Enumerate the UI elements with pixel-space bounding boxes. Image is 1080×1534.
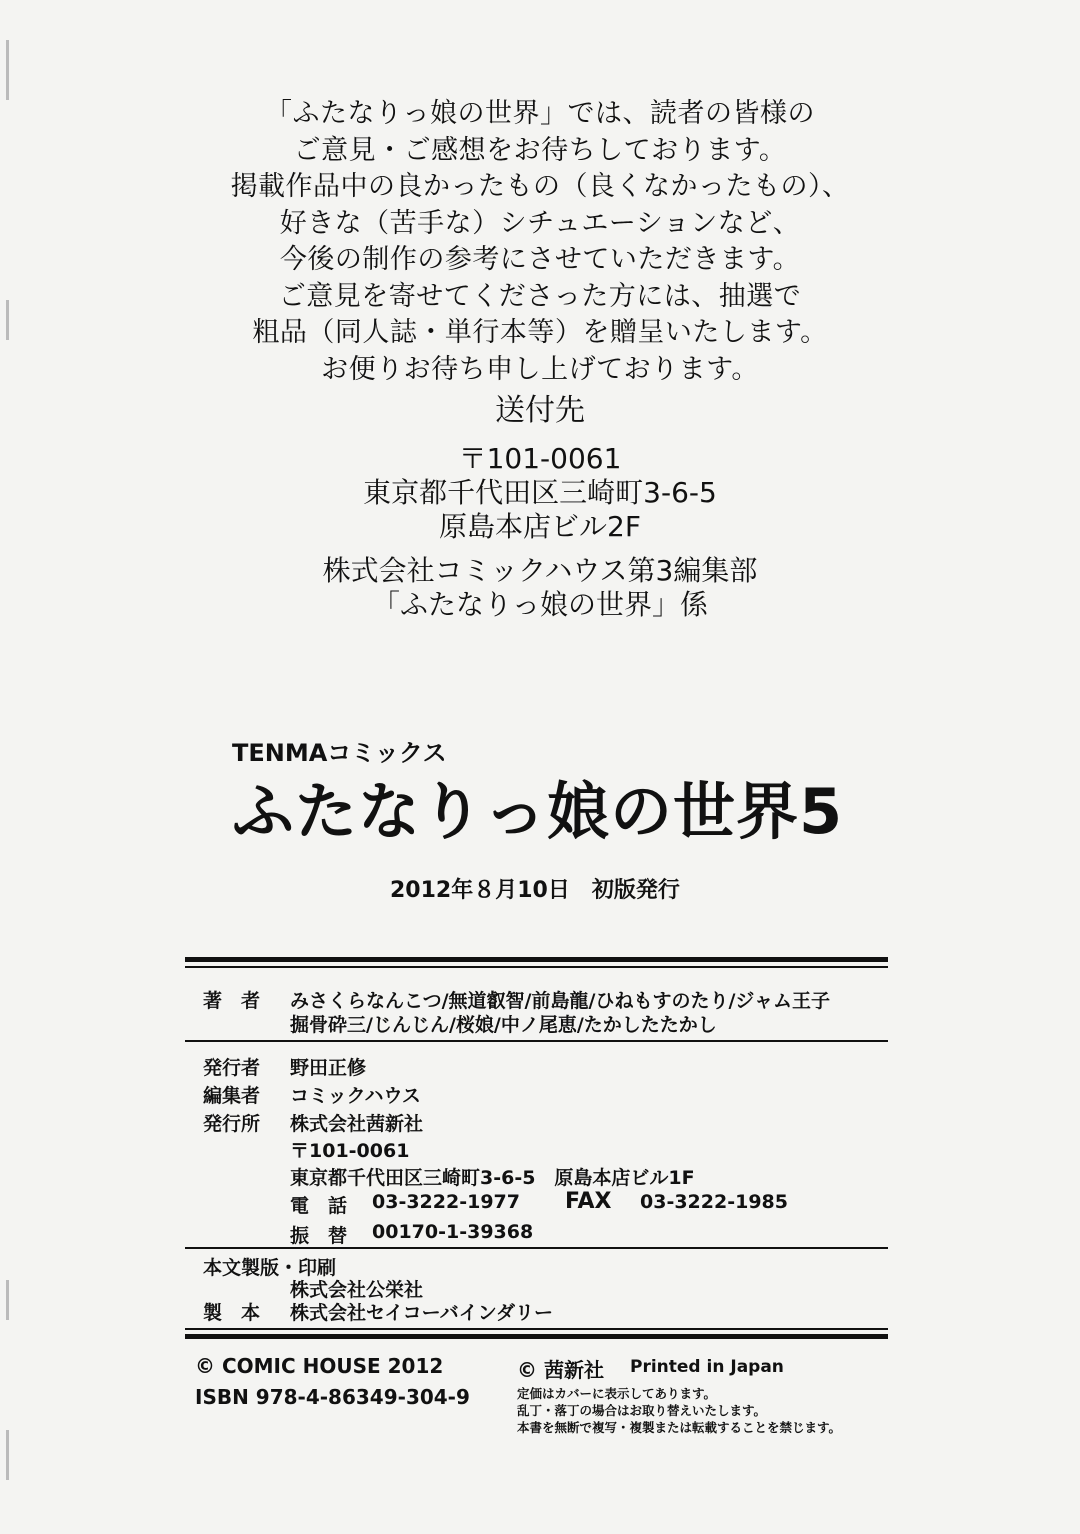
page-edge-mark — [6, 40, 9, 100]
address-postal: 〒101-0061 — [458, 442, 622, 475]
printing-company: 株式会社公栄社 — [290, 1279, 424, 1301]
office-postal: 〒101-0061 — [290, 1140, 410, 1162]
imprint-label: TENMAコミックス — [232, 739, 447, 767]
tel-label: 電 話 — [290, 1195, 348, 1217]
notice-line: 今後の制作の参考にさせていただきます。 — [279, 244, 801, 275]
notice-line: ご意見・ご感想をお待ちしております。 — [293, 134, 787, 166]
author-label: 著 者 — [203, 990, 261, 1012]
address-attn: 「ふたなりっ娘の世界」係 — [371, 588, 708, 621]
publication-date: 2012年８月10日 初版発行 — [390, 878, 680, 903]
editor-name: コミックハウス — [290, 1085, 421, 1107]
office-name: 株式会社茜新社 — [290, 1113, 424, 1135]
fax-number: 03-3222-1985 — [640, 1191, 788, 1213]
authors-line: 掘骨砕三/じんじん/桜娘/中ノ尾恵/たかしたたかし — [290, 1014, 717, 1036]
copyright: © COMIC HOUSE 2012 — [195, 1354, 444, 1378]
notice-line: 粗品（同人誌・単行本等）を贈呈いたします。 — [252, 317, 828, 348]
isbn: ISBN 978-4-86349-304-9 — [195, 1385, 470, 1409]
binding-company: 株式会社セイコーバインダリー — [290, 1302, 553, 1324]
address-street: 東京都千代田区三崎町3-6-5 — [363, 476, 717, 509]
transfer-number: 00170-1-39368 — [372, 1221, 534, 1243]
divider — [185, 1247, 888, 1249]
notice-line: お便りお待ち申し上げております。 — [321, 353, 759, 385]
page-edge-mark — [6, 1280, 9, 1320]
printed-in: Printed in Japan — [630, 1357, 784, 1377]
address-company: 株式会社コミックハウス第3編集部 — [322, 554, 758, 587]
legal-note: 定価はカバーに表示してあります。 — [517, 1386, 717, 1401]
book-title: ふたなりっ娘の世界5 — [232, 775, 844, 848]
divider — [185, 957, 888, 962]
divider — [185, 966, 888, 968]
reader-notice — [0, 96, 1080, 388]
notice-line: 掲載作品中の良かったもの（良くなかったもの）、 — [230, 171, 850, 202]
authors-line: みさくらなんこつ/無道叡智/前島龍/ひねもすのたり/ジャム王子 — [290, 990, 830, 1012]
address-heading: 送付先 — [495, 393, 585, 428]
copyright-publisher: © 茜新社 — [517, 1358, 604, 1382]
publisher-name: 野田正修 — [290, 1057, 367, 1079]
notice-line: 好きな（苦手な）シチュエーションなど、 — [279, 207, 801, 239]
printing-label: 本文製版・印刷 — [203, 1257, 337, 1279]
notice-line: 「ふたなりっ娘の世界」では、読者の皆様の — [265, 98, 815, 129]
divider — [185, 1040, 888, 1042]
office-address: 東京都千代田区三崎町3-6-5 原島本店ビル1F — [290, 1167, 695, 1189]
fax-label: FAX — [565, 1189, 612, 1214]
transfer-label: 振 替 — [290, 1225, 348, 1247]
publisher-label: 発行者 — [203, 1057, 261, 1079]
mailing-address — [0, 394, 1080, 622]
legal-note: 本書を無断で複写・複製または転載することを禁じます。 — [517, 1420, 842, 1435]
divider — [185, 1334, 888, 1339]
address-building: 原島本店ビル2F — [439, 510, 641, 543]
editor-label: 編集者 — [203, 1085, 261, 1107]
tel-number: 03-3222-1977 — [372, 1191, 520, 1213]
legal-note: 乱丁・落丁の場合はお取り替えいたします。 — [517, 1403, 767, 1418]
divider — [185, 1328, 888, 1330]
office-label: 発行所 — [203, 1113, 261, 1135]
page-edge-mark — [6, 1430, 9, 1480]
notice-line: ご意見を寄せてくださった方には、抽選で — [278, 280, 802, 312]
binding-label: 製 本 — [203, 1302, 261, 1324]
